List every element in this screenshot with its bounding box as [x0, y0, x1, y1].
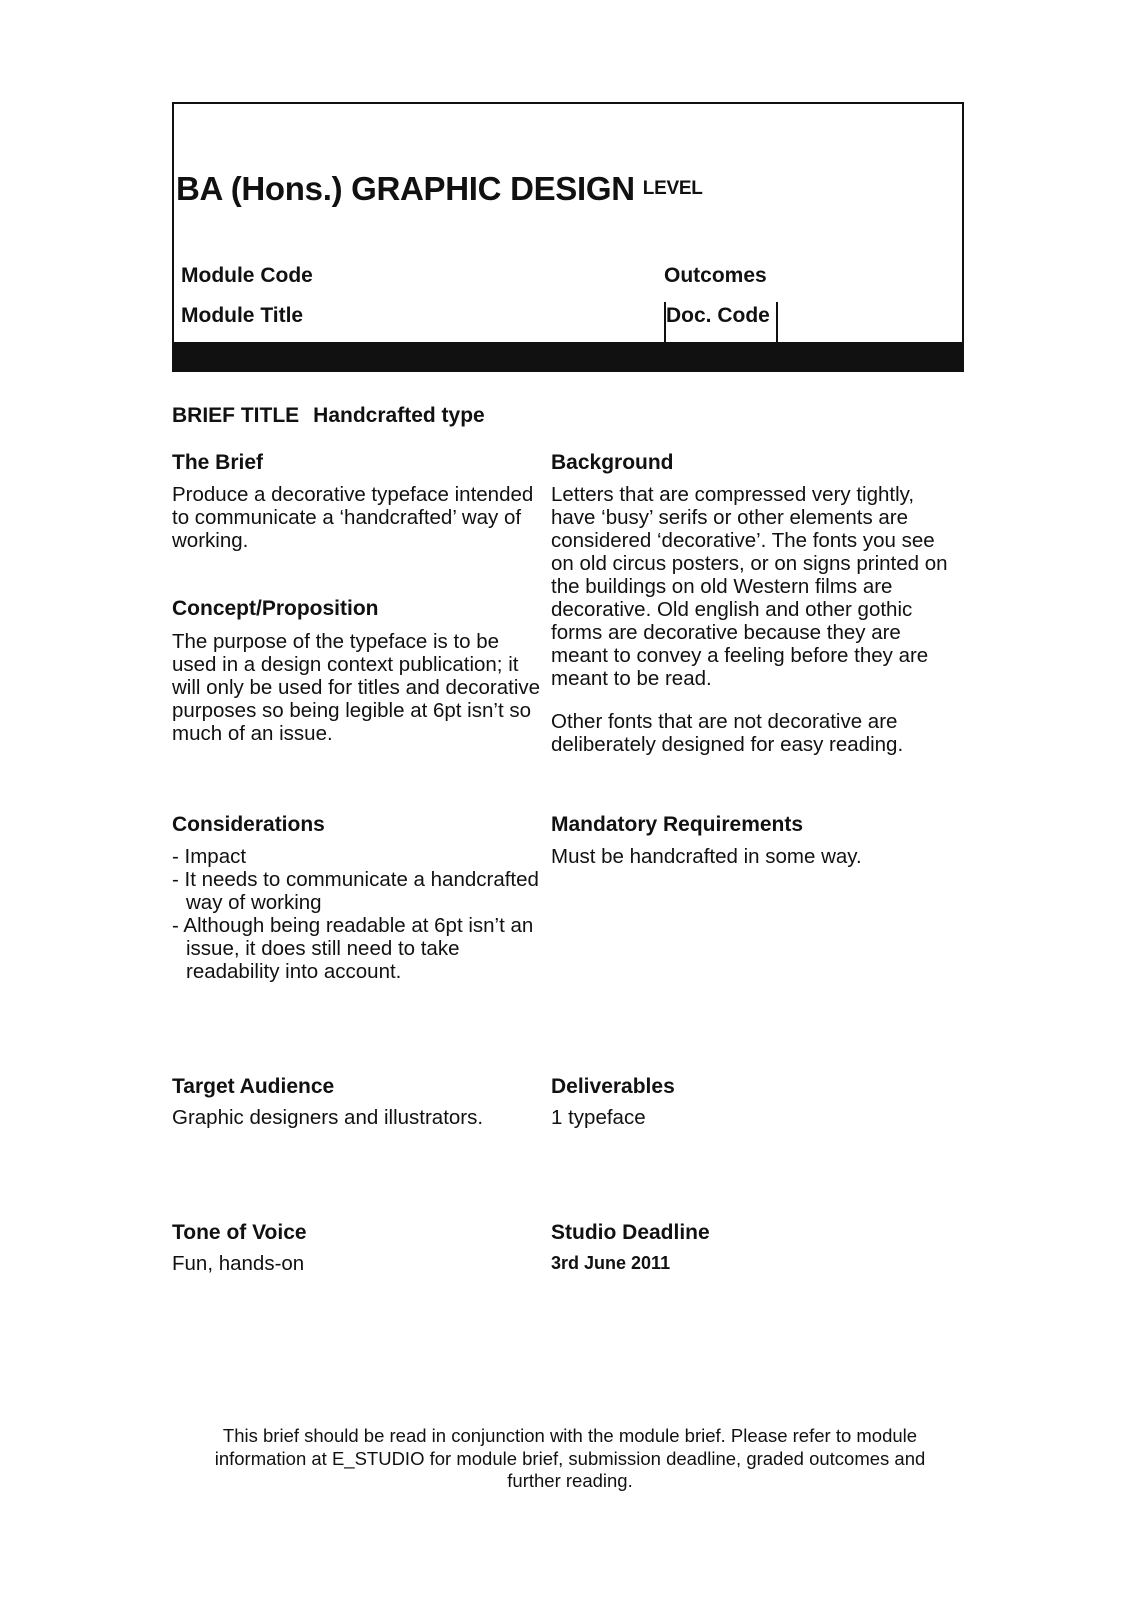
brief-title-label: BRIEF TITLE [172, 404, 300, 427]
background-text: Letters that are compressed very tightly, have ‘busy’ serifs or other elements are considered ‘decorative’. The fonts you see on old circus posters, or on signs printed on the buildings on old Western films are decorative. Old english and other gothic forms are decorative because they are meant to convey a feeling before they are meant to be read. [551, 483, 948, 690]
tone-of-voice-text: Fun, hands-on [172, 1252, 305, 1275]
studio-deadline-date: 3rd June 2011 [551, 1253, 671, 1273]
concept-text: The purpose of the typeface is to be used in a design context publication; it will only be used for titles and decorative purposes so being legible at 6pt isn’t so much of an issue. [172, 630, 541, 745]
studio-deadline-heading: Studio Deadline [551, 1221, 710, 1244]
tone-of-voice-heading: Tone of Voice [172, 1221, 307, 1244]
list-item: - Although being readable at 6pt isn’t an issue, it does still need to take readability into account. [172, 914, 534, 983]
brief-title-value: Handcrafted type [313, 404, 485, 427]
mandatory-text: Must be handcrafted in some way. [551, 845, 862, 868]
list-item: - Impact [172, 845, 247, 868]
footer-note: This brief should be read in conjunction with the module brief. Please refer to module information at E_STUDIO for module brief, submission deadline, graded outcomes and further reading. [214, 1425, 926, 1491]
header-box [172, 102, 964, 372]
brief-title [172, 404, 485, 428]
considerations-list [172, 845, 552, 983]
module-title-label: Module Title [181, 304, 304, 327]
concept-heading: Concept/Proposition [172, 597, 379, 620]
module-code-label: Module Code [181, 264, 313, 287]
deliverables-heading: Deliverables [551, 1075, 675, 1098]
degree-title [176, 170, 703, 208]
degree-name: BA (Hons.) GRAPHIC DESIGN [176, 170, 635, 207]
list-item: - It needs to communicate a handcrafted way of working [172, 868, 539, 914]
the-brief-text: Produce a decorative typeface intended to communicate a ‘handcrafted’ way of working. [172, 483, 534, 552]
background-text-2: Other fonts that are not decorative are deliberately designed for easy reading. [551, 710, 904, 756]
outcomes-label: Outcomes [664, 264, 767, 287]
the-brief-heading: The Brief [172, 451, 264, 474]
doc-code-label: Doc. Code [666, 304, 770, 327]
doc-code-right-divider [776, 302, 778, 344]
doc-code-left-divider [664, 302, 666, 344]
deliverables-text: 1 typeface [551, 1106, 646, 1129]
mandatory-heading: Mandatory Requirements [551, 813, 804, 836]
target-audience-text: Graphic designers and illustrators. [172, 1106, 484, 1129]
considerations-heading: Considerations [172, 813, 325, 836]
level-label: LEVEL [642, 178, 703, 199]
target-audience-heading: Target Audience [172, 1075, 335, 1098]
header-black-bar [174, 342, 962, 370]
background-heading: Background [551, 451, 674, 474]
